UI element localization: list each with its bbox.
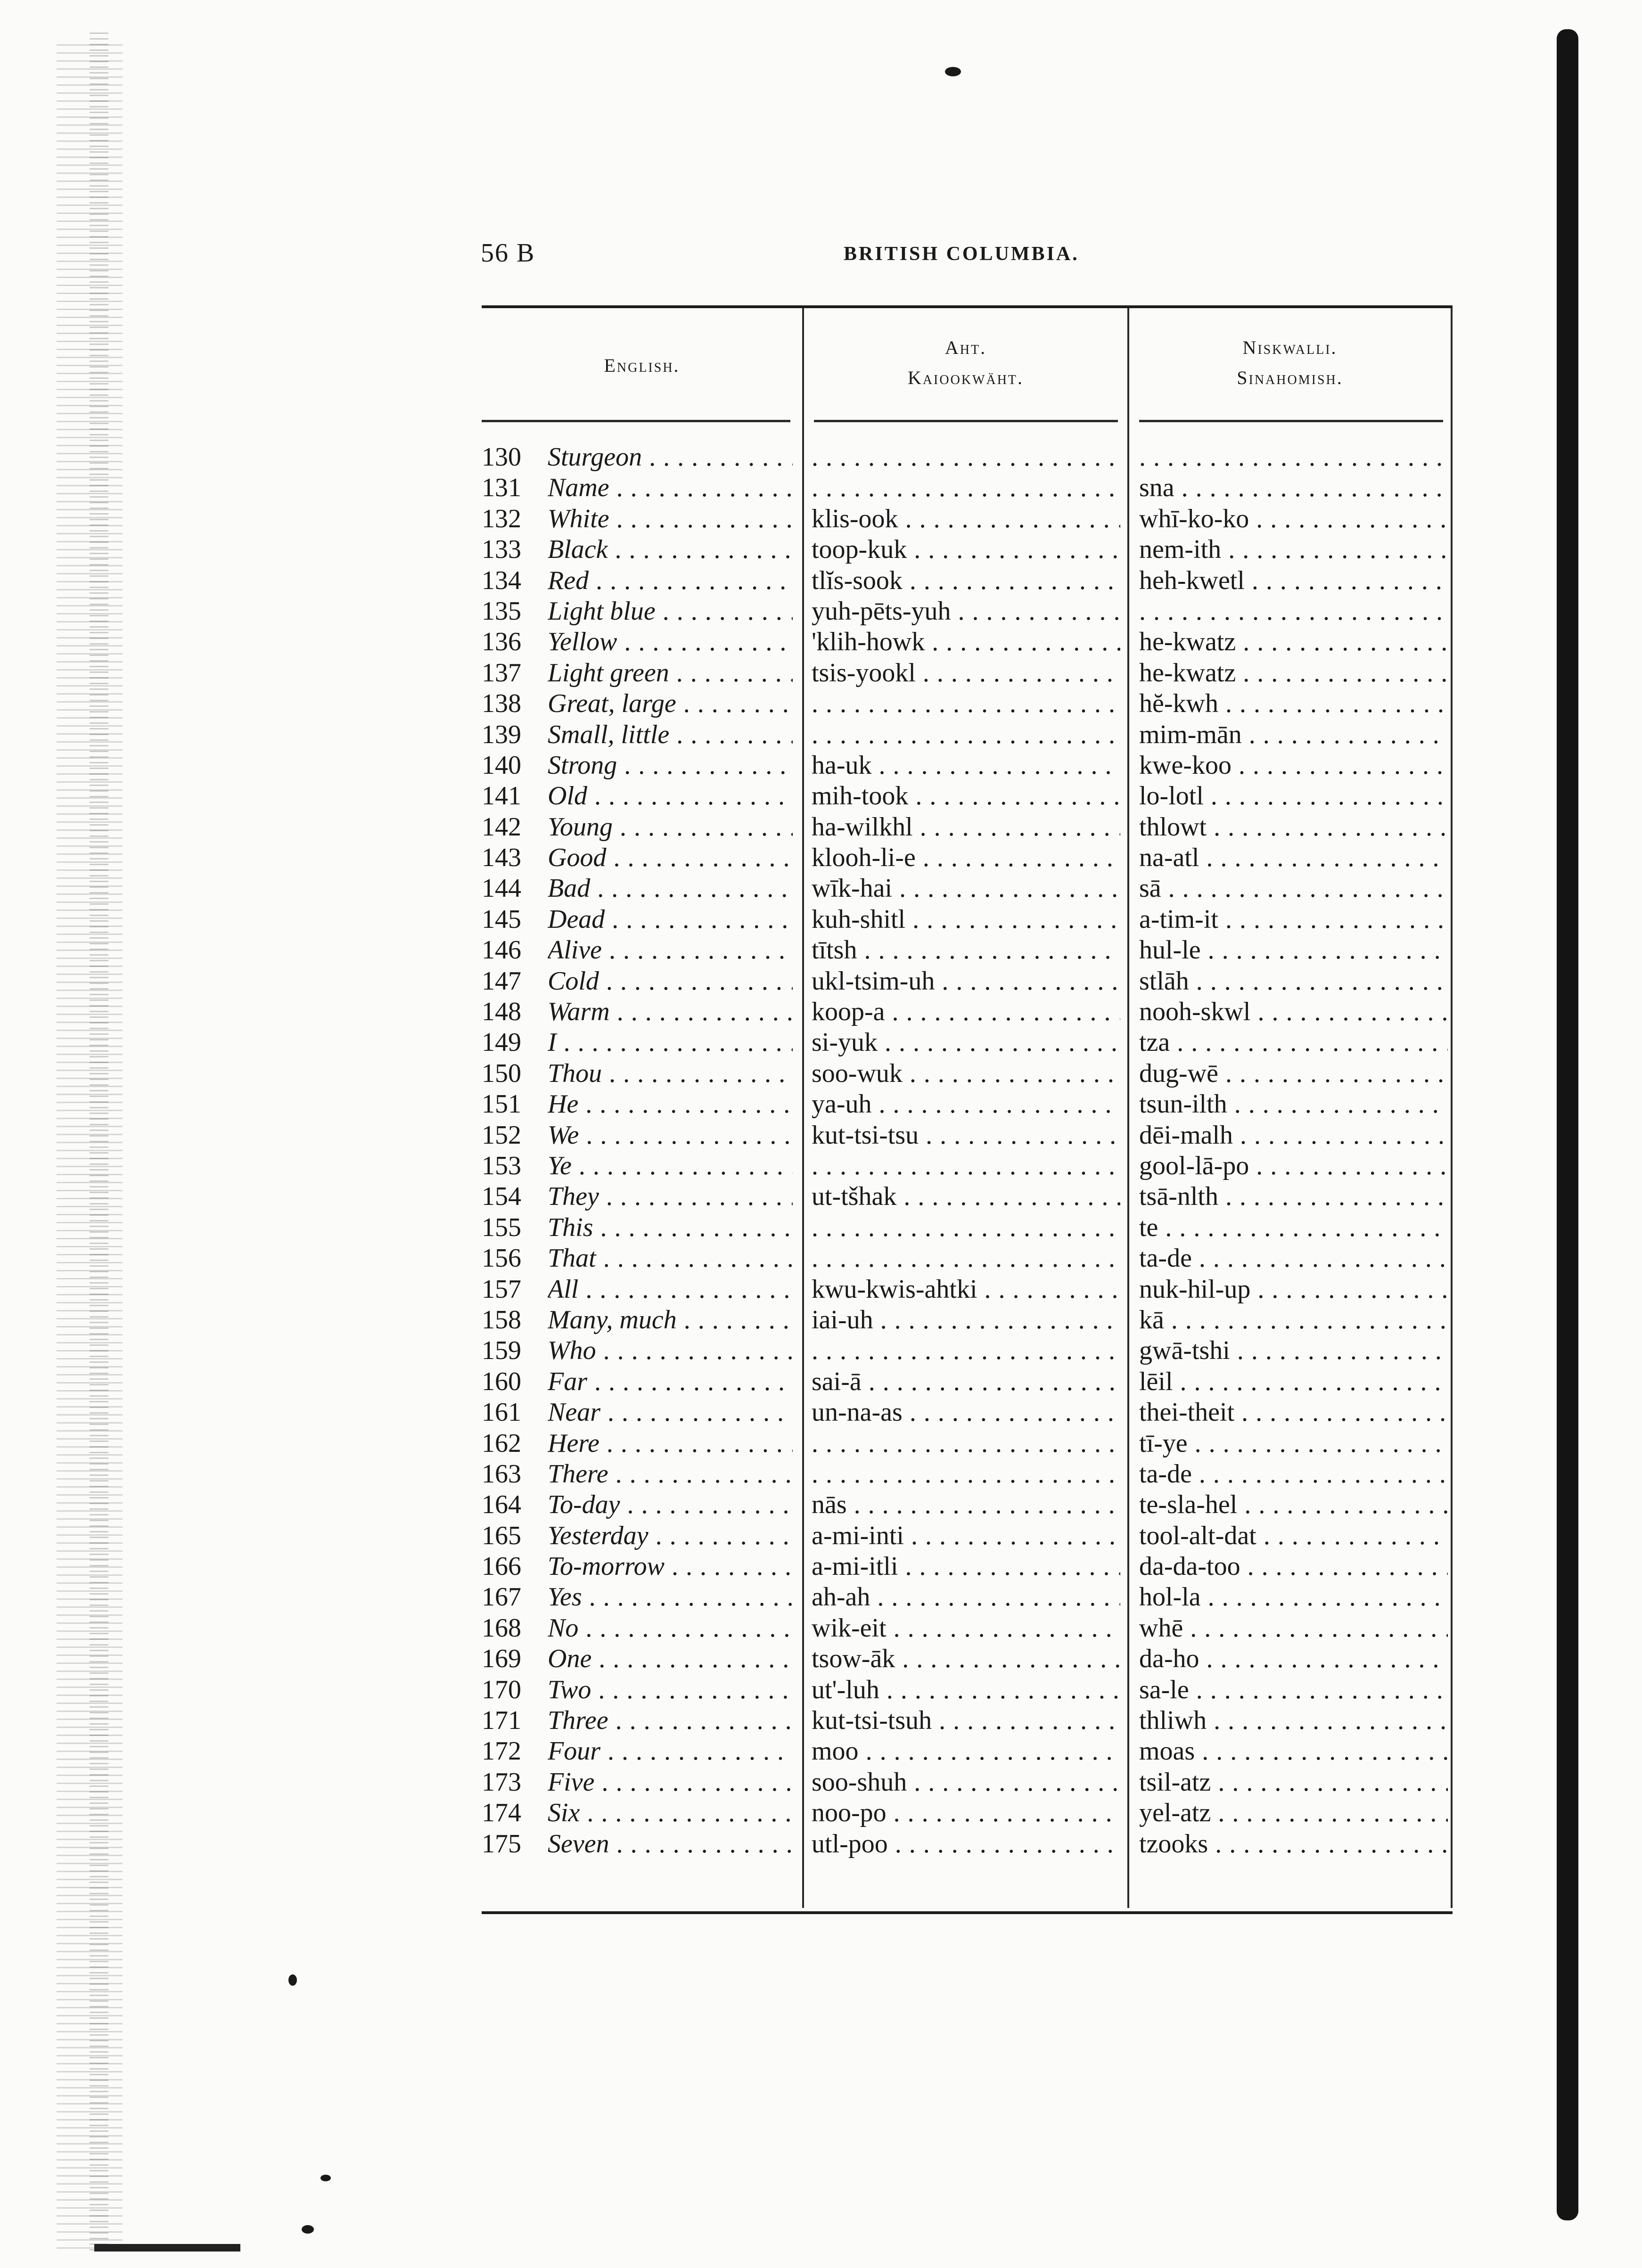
aht-word: ukl-tsim-uh . . . — [812, 966, 1120, 997]
niskwalli-word: moas . . . — [1139, 1736, 1448, 1767]
entry-number: 138 — [482, 689, 521, 719]
entry-number: 133 — [482, 535, 521, 565]
aht-word: ut'-luh . . . — [812, 1675, 1120, 1705]
english-word: Ye . . . — [548, 1151, 793, 1181]
entry-number: 148 — [482, 997, 521, 1027]
entry-number: 164 — [482, 1490, 521, 1520]
niskwalli-word: ta-de . . . — [1139, 1459, 1448, 1490]
aht-word: ha-wilkhl . . . — [812, 812, 1120, 843]
entry-number: 157 — [482, 1274, 521, 1304]
aht-word: tsow-āk . . . — [812, 1644, 1120, 1674]
niskwalli-word: tsā-nlth . . . — [1139, 1181, 1448, 1212]
table-row — [482, 596, 1453, 627]
english-word: Old . . . — [548, 781, 793, 811]
table-row — [482, 1521, 1453, 1551]
entry-number: 173 — [482, 1767, 521, 1797]
aht-word — [812, 442, 1120, 473]
entry-number: 153 — [482, 1151, 521, 1180]
table-row — [482, 1829, 1453, 1859]
table-row — [482, 473, 1453, 503]
entry-number: 168 — [482, 1613, 521, 1643]
table-row — [482, 1551, 1453, 1582]
english-word: Yellow . . . — [548, 627, 793, 657]
header-underline — [482, 420, 790, 422]
column-header-line: Aht. — [944, 337, 987, 358]
binding-shadow — [1557, 29, 1578, 2220]
niskwalli-word: tsun-ilth . . . — [1139, 1089, 1448, 1120]
niskwalli-word: da-ho . . . — [1139, 1644, 1448, 1674]
table-top-rule — [482, 305, 1453, 308]
table-row — [482, 1736, 1453, 1767]
ink-speck — [302, 2225, 314, 2234]
niskwalli-word: tool-alt-dat . . . — [1139, 1521, 1448, 1551]
table-row — [482, 658, 1453, 688]
aht-word: ah-ah . . . — [812, 1582, 1120, 1613]
english-word: Two . . . — [548, 1675, 793, 1705]
aht-word: soo-shuh . . . — [812, 1767, 1120, 1798]
table-row — [482, 1058, 1453, 1089]
scan-edge-mark — [94, 2244, 240, 2252]
aht-word: tsis-yookl . . . — [812, 658, 1120, 688]
english-word: Seven . . . — [548, 1829, 793, 1859]
entry-number: 145 — [482, 904, 521, 934]
english-word: This . . . — [548, 1212, 793, 1243]
table-row — [482, 1367, 1453, 1397]
english-word: Great, large . . . — [548, 688, 793, 719]
niskwalli-word: heh-kwetl . . . — [1139, 565, 1448, 596]
english-word: Near . . . — [548, 1397, 793, 1428]
english-word: All . . . — [548, 1274, 793, 1305]
aht-word — [812, 1151, 1120, 1181]
aht-word: koop-a . . . — [812, 997, 1120, 1027]
entry-number: 132 — [482, 504, 521, 533]
aht-word: klis-ook . . . — [812, 504, 1120, 534]
english-word: I . . . — [548, 1027, 793, 1058]
aht-word: 'klih-howk . . . — [812, 627, 1120, 657]
table-row — [482, 1027, 1453, 1058]
table-row — [482, 1705, 1453, 1736]
entry-number: 170 — [482, 1675, 521, 1704]
niskwalli-word: da-da-too . . . — [1139, 1551, 1448, 1582]
table-row — [482, 1181, 1453, 1212]
niskwalli-word: kā . . . — [1139, 1305, 1448, 1335]
english-word: They . . . — [548, 1181, 793, 1212]
entry-number: 150 — [482, 1058, 521, 1088]
english-word: Strong . . . — [548, 750, 793, 781]
entry-number: 165 — [482, 1521, 521, 1550]
niskwalli-word: dēi-malh . . . — [1139, 1120, 1448, 1151]
aht-word — [812, 688, 1120, 719]
table-row — [482, 997, 1453, 1027]
entry-number: 159 — [482, 1336, 521, 1366]
english-word: We . . . — [548, 1120, 793, 1151]
table-row — [482, 1582, 1453, 1613]
english-word: Cold . . . — [548, 966, 793, 997]
english-word: Alive . . . — [548, 935, 793, 966]
entry-number: 158 — [482, 1305, 521, 1335]
english-word: Black . . . — [548, 534, 793, 565]
english-word: Three . . . — [548, 1705, 793, 1736]
table-row — [482, 1305, 1453, 1335]
entry-number: 167 — [482, 1582, 521, 1612]
aht-word: wīk-hai . . . — [812, 873, 1120, 904]
niskwalli-word: nuk-hil-up . . . — [1139, 1274, 1448, 1305]
table-row — [482, 966, 1453, 997]
english-word: Yesterday . . . — [548, 1521, 793, 1551]
english-word: To-morrow . . . — [548, 1551, 793, 1582]
niskwalli-word: sā . . . — [1139, 873, 1448, 904]
niskwalli-word: hul-le . . . — [1139, 935, 1448, 966]
table-row — [482, 1274, 1453, 1305]
niskwalli-word: sa-le . . . — [1139, 1675, 1448, 1705]
page-number: 56 B — [481, 238, 535, 268]
entry-number: 139 — [482, 720, 521, 749]
ink-speck — [320, 2175, 331, 2181]
english-word: Warm . . . — [548, 997, 793, 1027]
english-word: That . . . — [548, 1243, 793, 1274]
niskwalli-word: he-kwatz . . . — [1139, 627, 1448, 657]
niskwalli-word: thei-theit . . . — [1139, 1397, 1448, 1428]
niskwalli-word: tza . . . — [1139, 1027, 1448, 1058]
english-word: Yes . . . — [548, 1582, 793, 1613]
niskwalli-word — [1139, 596, 1448, 627]
niskwalli-word: sna . . . — [1139, 473, 1448, 503]
table-body — [482, 442, 1453, 1859]
table-row — [482, 843, 1453, 873]
aht-word: tlĭs-sook . . . — [812, 565, 1120, 596]
table-row — [482, 442, 1453, 473]
entry-number: 161 — [482, 1398, 521, 1427]
english-word: There . . . — [548, 1459, 793, 1490]
entry-number: 144 — [482, 874, 521, 903]
aht-word: kut-tsi-tsuh . . . — [812, 1705, 1120, 1736]
table-row — [482, 1089, 1453, 1120]
entry-number: 142 — [482, 812, 521, 842]
english-word: Many, much . . . — [548, 1305, 793, 1335]
entry-number: 172 — [482, 1736, 521, 1766]
column-header-line: Sinahomish. — [1237, 367, 1343, 388]
aht-word: utl-poo . . . — [812, 1829, 1120, 1859]
aht-word: mih-took . . . — [812, 781, 1120, 811]
table-row — [482, 1397, 1453, 1428]
column-header-aht — [804, 333, 1127, 393]
english-word: Red . . . — [548, 565, 793, 596]
aht-word — [812, 1428, 1120, 1459]
english-word: Young . . . — [548, 812, 793, 843]
table-row — [482, 1490, 1453, 1520]
aht-word: toop-kuk . . . — [812, 534, 1120, 565]
entry-number: 152 — [482, 1120, 521, 1150]
table-row — [482, 1644, 1453, 1674]
column-header-line: Kaiookwäht. — [907, 367, 1024, 388]
english-word: Light blue . . . — [548, 596, 793, 627]
niskwalli-word: mim-mān . . . — [1139, 720, 1448, 750]
aht-word — [812, 1335, 1120, 1366]
english-word: Bad . . . — [548, 873, 793, 904]
niskwalli-word: whē . . . — [1139, 1613, 1448, 1644]
english-word: Dead . . . — [548, 904, 793, 935]
aht-word — [812, 720, 1120, 750]
aht-word — [812, 1459, 1120, 1490]
entry-number: 174 — [482, 1798, 521, 1828]
ink-speck — [288, 1974, 297, 1986]
entry-number: 162 — [482, 1428, 521, 1458]
english-word: Far . . . — [548, 1367, 793, 1397]
column-header-english — [482, 351, 802, 381]
niskwalli-word: tzooks . . . — [1139, 1829, 1448, 1859]
aht-word: tītsh . . . — [812, 935, 1120, 966]
english-word: Who . . . — [548, 1335, 793, 1366]
entry-number: 147 — [482, 966, 521, 996]
aht-word: si-yuk . . . — [812, 1027, 1120, 1058]
aht-word: wik-eit . . . — [812, 1613, 1120, 1644]
english-word: Name . . . — [548, 473, 793, 503]
entry-number: 140 — [482, 750, 521, 780]
entry-number: 137 — [482, 658, 521, 688]
table-row — [482, 1335, 1453, 1366]
english-word: No . . . — [548, 1613, 793, 1644]
niskwalli-word: gool-lā-po . . . — [1139, 1151, 1448, 1181]
aht-word: nās . . . — [812, 1490, 1120, 1520]
entry-number: 166 — [482, 1552, 521, 1581]
niskwalli-word: whī-ko-ko . . . — [1139, 504, 1448, 534]
aht-word: kwu-kwis-ahtki . . . — [812, 1274, 1120, 1305]
scan-edge-noise — [90, 28, 108, 2252]
niskwalli-word — [1139, 442, 1448, 473]
table-row — [482, 1675, 1453, 1705]
niskwalli-word: nem-ith . . . — [1139, 534, 1448, 565]
table-row — [482, 1120, 1453, 1151]
entry-number: 156 — [482, 1244, 521, 1273]
niskwalli-word: thliwh . . . — [1139, 1705, 1448, 1736]
aht-word: sai-ā . . . — [812, 1367, 1120, 1397]
aht-word: kuh-shitl . . . — [812, 904, 1120, 935]
aht-word: ut-tšhak . . . — [812, 1181, 1120, 1212]
running-title: BRITISH COLUMBIA. — [844, 243, 1079, 265]
aht-word: iai-uh . . . — [812, 1305, 1120, 1335]
english-word: Four . . . — [548, 1736, 793, 1767]
niskwalli-word: tī-ye . . . — [1139, 1428, 1448, 1459]
table-row — [482, 627, 1453, 657]
entry-number: 130 — [482, 442, 521, 472]
entry-number: 131 — [482, 473, 521, 503]
entry-number: 160 — [482, 1367, 521, 1396]
table-row — [482, 812, 1453, 843]
aht-word: ya-uh . . . — [812, 1089, 1120, 1120]
table-row — [482, 720, 1453, 750]
niskwalli-word: lēil . . . — [1139, 1367, 1448, 1397]
english-word: To-day . . . — [548, 1490, 793, 1520]
niskwalli-word: thlowt . . . — [1139, 812, 1448, 843]
english-word: Sturgeon . . . — [548, 442, 793, 473]
table-row — [482, 1151, 1453, 1181]
aht-word: ha-uk . . . — [812, 750, 1120, 781]
niskwalli-word: hol-la . . . — [1139, 1582, 1448, 1613]
niskwalli-word: kwe-koo . . . — [1139, 750, 1448, 781]
entry-number: 143 — [482, 843, 521, 873]
entry-number: 146 — [482, 935, 521, 965]
english-word: Small, little . . . — [548, 720, 793, 750]
table-row — [482, 504, 1453, 534]
table-row — [482, 750, 1453, 781]
aht-word: soo-wuk . . . — [812, 1058, 1120, 1089]
aht-word — [812, 1243, 1120, 1274]
niskwalli-word: a-tim-it . . . — [1139, 904, 1448, 935]
entry-number: 175 — [482, 1829, 521, 1859]
column-header-line: Niskwalli. — [1242, 337, 1338, 358]
entry-number: 135 — [482, 596, 521, 626]
ink-speck — [945, 67, 961, 76]
niskwalli-word: te . . . — [1139, 1212, 1448, 1243]
entry-number: 149 — [482, 1028, 521, 1057]
table-row — [482, 1613, 1453, 1644]
niskwalli-word: he-kwatz . . . — [1139, 658, 1448, 688]
entry-number: 155 — [482, 1212, 521, 1242]
entry-number: 151 — [482, 1089, 521, 1119]
header-underline — [814, 420, 1118, 422]
aht-word: noo-po . . . — [812, 1798, 1120, 1828]
column-header-line: English. — [604, 355, 680, 376]
niskwalli-word: yel-atz . . . — [1139, 1798, 1448, 1828]
table-row — [482, 1212, 1453, 1243]
niskwalli-word: nooh-skwl . . . — [1139, 997, 1448, 1027]
aht-word — [812, 473, 1120, 503]
english-word: Light green . . . — [548, 658, 793, 688]
entry-number: 169 — [482, 1644, 521, 1674]
table-row — [482, 1798, 1453, 1828]
niskwalli-word: stlāh . . . — [1139, 966, 1448, 997]
table-row — [482, 688, 1453, 719]
entry-number: 171 — [482, 1706, 521, 1736]
page-header — [481, 238, 1456, 276]
table-row — [482, 534, 1453, 565]
aht-word: yuh-pēts-yuh . . . — [812, 596, 1120, 627]
table-row — [482, 873, 1453, 904]
vocabulary-table — [482, 305, 1453, 1917]
english-word: Here . . . — [548, 1428, 793, 1459]
niskwalli-word: dug-wē . . . — [1139, 1058, 1448, 1089]
niskwalli-word: te-sla-hel . . . — [1139, 1490, 1448, 1520]
entry-number: 154 — [482, 1182, 521, 1212]
table-row — [482, 565, 1453, 596]
table-row — [482, 935, 1453, 966]
table-bottom-rule — [482, 1911, 1453, 1914]
niskwalli-word: lo-lotl . . . — [1139, 781, 1448, 811]
english-word: Good . . . — [548, 843, 793, 873]
aht-word — [812, 1212, 1120, 1243]
english-word: Five . . . — [548, 1767, 793, 1798]
niskwalli-word: ta-de . . . — [1139, 1243, 1448, 1274]
niskwalli-word: hĕ-kwh . . . — [1139, 688, 1448, 719]
table-row — [482, 1428, 1453, 1459]
aht-word: kut-tsi-tsu . . . — [812, 1120, 1120, 1151]
table-row — [482, 1243, 1453, 1274]
entry-number: 134 — [482, 565, 521, 595]
aht-word: klooh-li-e . . . — [812, 843, 1120, 873]
header-underline — [1139, 420, 1443, 422]
entry-number: 141 — [482, 781, 521, 811]
aht-word: un-na-as . . . — [812, 1397, 1120, 1428]
english-word: Thou . . . — [548, 1058, 793, 1089]
table-row — [482, 781, 1453, 811]
niskwalli-word: na-atl . . . — [1139, 843, 1448, 873]
aht-word: moo . . . — [812, 1736, 1120, 1767]
table-row — [482, 904, 1453, 935]
english-word: Six . . . — [548, 1798, 793, 1828]
table-row — [482, 1459, 1453, 1490]
english-word: He . . . — [548, 1089, 793, 1120]
aht-word: a-mi-inti . . . — [812, 1521, 1120, 1551]
column-header-niskwalli — [1129, 333, 1451, 393]
entry-number: 163 — [482, 1459, 521, 1489]
entry-number: 136 — [482, 627, 521, 657]
niskwalli-word: tsil-atz . . . — [1139, 1767, 1448, 1798]
niskwalli-word: gwā-tshi . . . — [1139, 1335, 1448, 1366]
aht-word: a-mi-itli . . . — [812, 1551, 1120, 1582]
english-word: One . . . — [548, 1644, 793, 1674]
table-row — [482, 1767, 1453, 1798]
english-word: White . . . — [548, 504, 793, 534]
